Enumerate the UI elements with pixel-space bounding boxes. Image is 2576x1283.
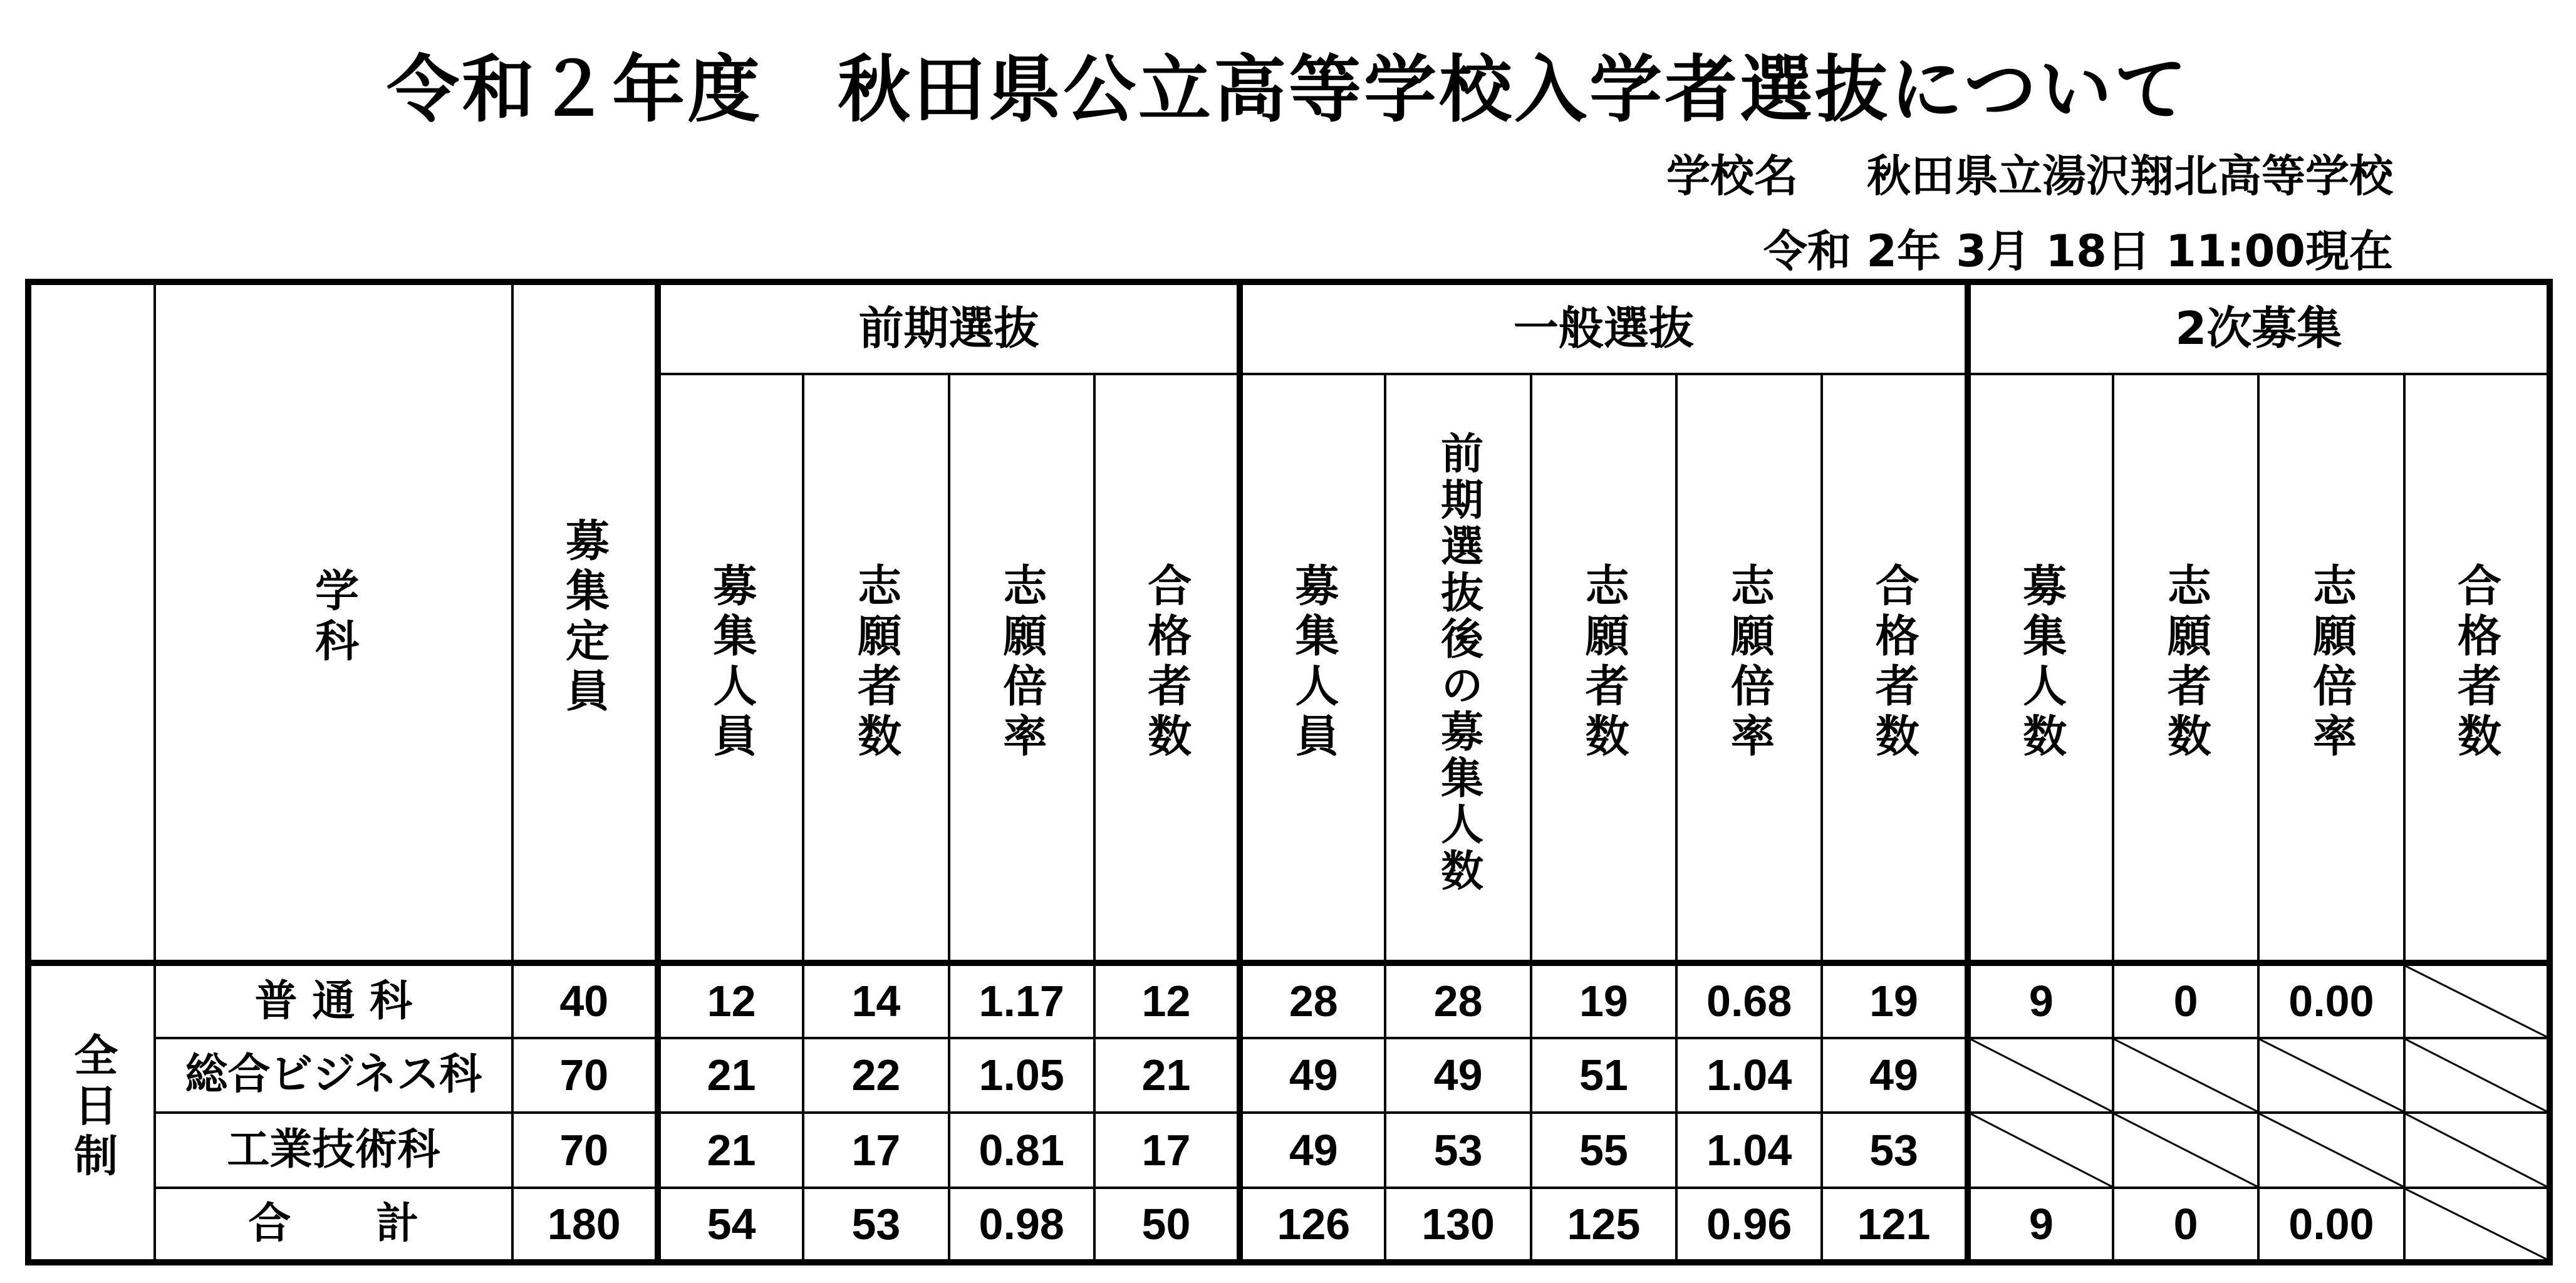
second-cell: 9 [1968, 1188, 2113, 1262]
admissions-table [25, 279, 2553, 1265]
general-col-header: 志願倍率 [1676, 374, 1822, 964]
general-cell: 51 [1531, 1038, 1676, 1113]
early-cell: 0.81 [949, 1113, 1094, 1187]
general-cell: 53 [1822, 1113, 1967, 1187]
early-cell: 1.17 [949, 963, 1094, 1037]
second-col-header: 志願者数 [2113, 374, 2258, 964]
dept-name: 工業技術科 [155, 1113, 512, 1187]
early-group-header: 前期選抜 [658, 282, 1240, 374]
general-cell: 1.04 [1676, 1038, 1822, 1113]
general-cell: 0.96 [1676, 1188, 1822, 1262]
general-col-header: 前期選抜後の募集人数 [1385, 374, 1530, 964]
general-cell: 49 [1240, 1038, 1385, 1113]
general-cell: 0.68 [1676, 963, 1822, 1037]
early-cell: 50 [1094, 1188, 1240, 1262]
general-cell: 19 [1531, 963, 1676, 1037]
general-cell: 49 [1240, 1113, 1385, 1187]
capacity-header-label: 募集定員 [558, 517, 610, 718]
early-col-header: 合格者数 [1094, 374, 1240, 964]
slashed-empty-cell [2404, 963, 2550, 1037]
early-cell: 17 [1094, 1113, 1240, 1187]
course-header-blank [28, 282, 155, 963]
course-type-cell [28, 963, 155, 1262]
status-date: 令和 2年 3月 18日 11:00現在 [1763, 226, 2393, 277]
slashed-empty-cell [2404, 1038, 2550, 1113]
second-col-header: 合格者数 [2404, 374, 2550, 964]
table-row [28, 1038, 2550, 1113]
early-cell: 22 [803, 1038, 948, 1113]
course-type-label: 全日制 [66, 1032, 118, 1183]
slashed-empty-cell [2404, 1113, 2550, 1187]
early-col-header: 志願倍率 [949, 374, 1094, 964]
general-col-header: 志願者数 [1531, 374, 1676, 964]
slashed-empty-cell [2113, 1113, 2258, 1187]
early-cell: 53 [803, 1188, 948, 1262]
general-cell: 28 [1240, 963, 1385, 1037]
early-cell: 12 [1094, 963, 1240, 1037]
general-cell: 19 [1822, 963, 1967, 1037]
early-cell: 54 [658, 1188, 803, 1262]
general-cell: 49 [1822, 1038, 1967, 1113]
early-cell: 0.98 [949, 1188, 1094, 1262]
total-label: 合 計 [155, 1188, 512, 1262]
general-group-header: 一般選抜 [1240, 282, 1968, 374]
slashed-empty-cell [2258, 1038, 2404, 1113]
general-cell: 130 [1385, 1188, 1530, 1262]
dept-name: 普 通 科 [155, 963, 512, 1037]
slashed-empty-cell [1968, 1038, 2113, 1113]
general-cell: 53 [1385, 1113, 1530, 1187]
school-label: 学校名 [1666, 150, 1798, 202]
early-cell: 17 [803, 1113, 948, 1187]
total-row [28, 1188, 2550, 1262]
early-cell: 21 [658, 1113, 803, 1187]
slashed-empty-cell [2258, 1113, 2404, 1187]
general-col-header: 合格者数 [1822, 374, 1967, 964]
early-col-header: 志願者数 [803, 374, 948, 964]
general-cell: 126 [1240, 1188, 1385, 1262]
general-cell: 28 [1385, 963, 1530, 1037]
capacity-header [512, 282, 658, 963]
second-cell: 9 [1968, 963, 2113, 1037]
second-col-header: 志願倍率 [2258, 374, 2404, 964]
early-cell: 14 [803, 963, 948, 1037]
early-col-header: 募集人員 [658, 374, 803, 964]
general-cell: 55 [1531, 1113, 1676, 1187]
table-row [28, 963, 2550, 1037]
capacity-value: 70 [512, 1113, 658, 1187]
early-cell: 21 [1094, 1038, 1240, 1113]
capacity-value: 40 [512, 963, 658, 1037]
general-cell: 49 [1385, 1038, 1530, 1113]
slashed-empty-cell [2404, 1188, 2550, 1262]
general-cell: 1.04 [1676, 1113, 1822, 1187]
slashed-empty-cell [2113, 1038, 2258, 1113]
school-name: 秋田県立湯沢翔北高等学校 [1867, 150, 2393, 202]
dept-name: 総合ビジネス科 [155, 1038, 512, 1113]
early-cell: 12 [658, 963, 803, 1037]
document-title: 令和２年度 秋田県公立高等学校入学者選抜について [387, 48, 2189, 132]
second-cell: 0.00 [2258, 963, 2404, 1037]
second-cell: 0 [2113, 963, 2258, 1037]
slashed-empty-cell [1968, 1113, 2113, 1187]
second-cell: 0 [2113, 1188, 2258, 1262]
general-cell: 125 [1531, 1188, 1676, 1262]
general-cell: 121 [1822, 1188, 1967, 1262]
capacity-value: 70 [512, 1038, 658, 1113]
second-cell: 0.00 [2258, 1188, 2404, 1262]
second-col-header: 募集人数 [1968, 374, 2113, 964]
header-row-groups [28, 282, 2550, 374]
table-row [28, 1113, 2550, 1187]
subject-header [155, 282, 512, 963]
general-col-header: 募集人員 [1240, 374, 1385, 964]
early-cell: 1.05 [949, 1038, 1094, 1113]
school-line [1504, 141, 2393, 204]
subject-header-label: 学科 [308, 567, 360, 668]
early-cell: 21 [658, 1038, 803, 1113]
second-group-header: 2次募集 [1968, 282, 2550, 374]
capacity-value: 180 [512, 1188, 658, 1262]
